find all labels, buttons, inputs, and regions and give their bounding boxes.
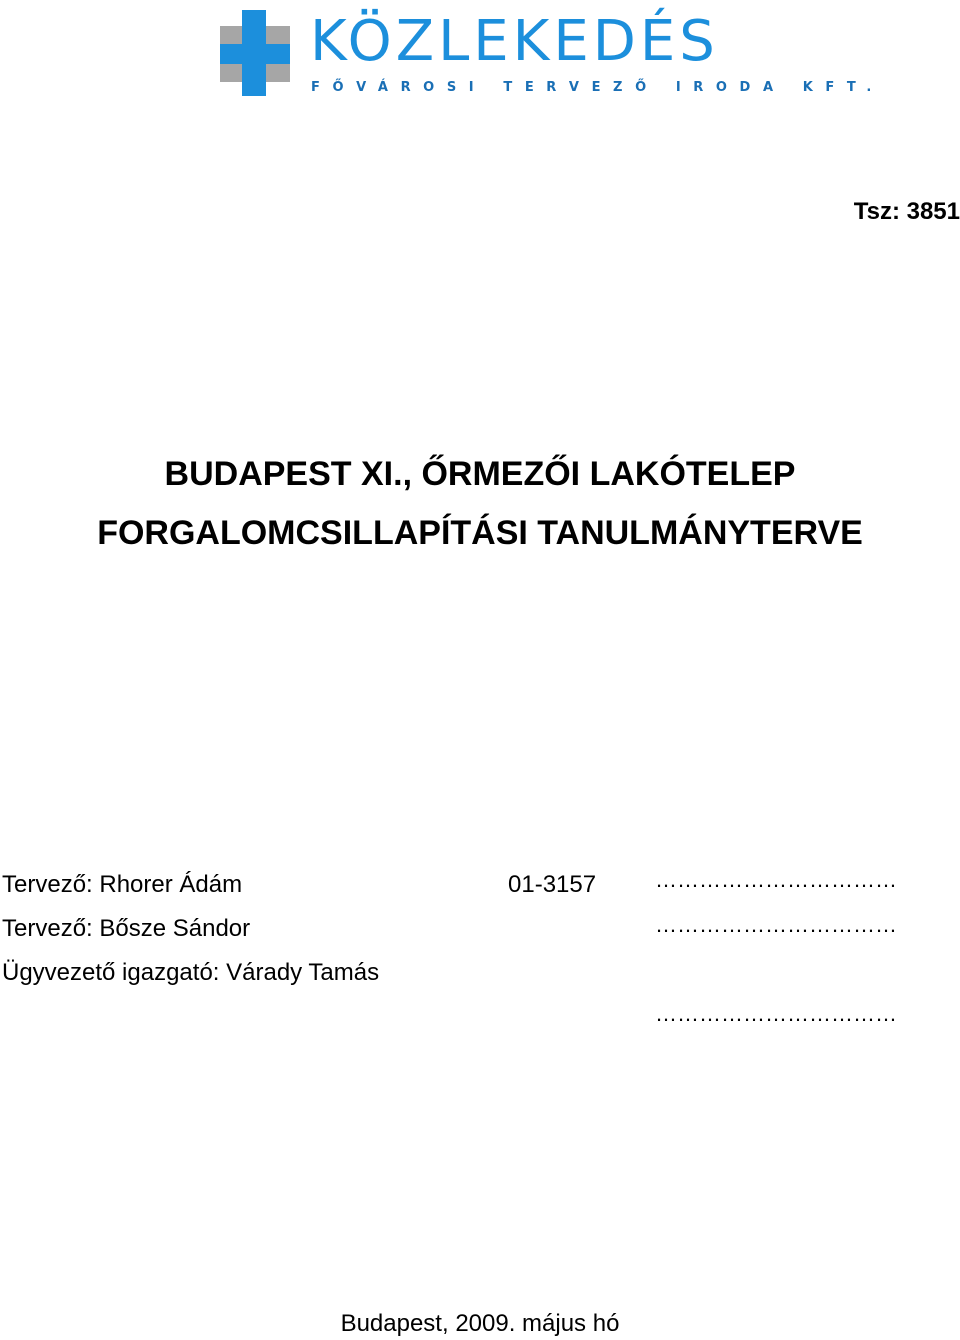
document-title-line-1: BUDAPEST XI., ŐRMEZŐI LAKÓTELEP bbox=[164, 455, 796, 493]
place-and-date: Budapest, 2009. május hó bbox=[340, 1310, 620, 1337]
signature-line: …………………………… bbox=[655, 912, 897, 937]
company-logo bbox=[218, 6, 884, 100]
signatory-director: Ügyvezető igazgató: Várady Tamás bbox=[2, 959, 380, 986]
document-title-line-2: FORGALOMCSILLAPÍTÁSI TANULMÁNYTERVE bbox=[97, 514, 863, 552]
signatory-designer-1-phone: 01-3157 bbox=[508, 871, 597, 898]
signature-line: …………………………… bbox=[655, 867, 897, 892]
signatory-designer-2: Tervező: Bősze Sándor bbox=[2, 915, 251, 942]
logo-subtitle: FŐVÁROSI TERVEZŐ IRODA KFT. bbox=[311, 80, 884, 95]
signature-line: …………………………… bbox=[655, 1001, 897, 1026]
logo-wordmark: KÖZLEKEDÉS bbox=[310, 9, 719, 74]
cross-logo-icon bbox=[218, 6, 318, 100]
signatory-designer-1: Tervező: Rhorer Ádám bbox=[2, 871, 243, 898]
document-number: Tsz: 3851 bbox=[853, 198, 960, 225]
